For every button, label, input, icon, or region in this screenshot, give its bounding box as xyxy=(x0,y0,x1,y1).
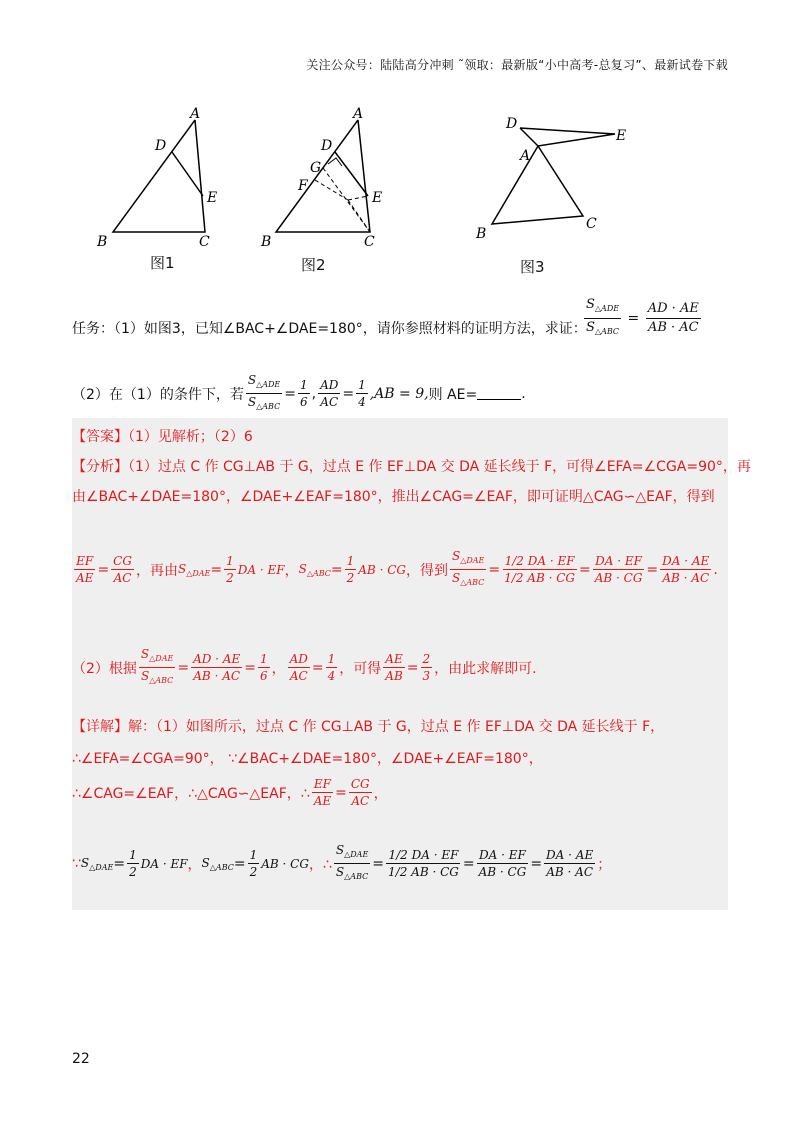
label-a: A xyxy=(353,106,364,122)
label-a: A xyxy=(520,148,531,164)
fraction-side-ratio: $\frac{AD \cdot AE}{AB \cdot AC}$ xyxy=(647,301,699,335)
page-number: 22 xyxy=(72,1051,90,1067)
detail-line-4: ∵ $S_{\triangle DAE}$ = $\frac{1}{2}$ DA · EF ， $S_{\triangle ABC}$ = $\frac{1}{2}$ AB · CG ，∴ $\frac{S_{\triangle DAE}}{S_{\triangle ABC}}$ = $\frac{1/2 DA \cdot EF}{1/2 AB \cdot CG}$ = $\frac{DA \cdot EF}{AB \cdot CG}$ = $\frac{DA \cdot AE}{AB \cdot AC}$ ； xyxy=(72,843,612,881)
figure-1 xyxy=(95,100,235,250)
analysis-line-4: （2）根据 $\frac{S_{\triangle DAE}}{S_{\triangle ABC}}$ = $\frac{AD \cdot AE}{AB \cdot AC}$ = $\frac{1}{6}$ ， $\frac{AD}{AC}$ = $\frac{1}{4}$ ，可得 $\frac{AE}{AB}$ = $\frac{2}{3}$ ，由此求解即可. xyxy=(72,647,537,685)
label-a: A xyxy=(190,106,201,122)
fraction-area-ratio: $\frac{S_{\triangle ADE}}{S_{\triangle ABC}}$ xyxy=(247,373,281,411)
answer-line: 【答案】（1）见解析；（2）6 xyxy=(72,429,253,445)
figure-2 xyxy=(258,100,398,250)
label-d: D xyxy=(321,138,333,154)
task-1 xyxy=(72,318,587,338)
analysis-line-1: 【分析】（1）过点 C 作 CG⊥AB 于 G，过点 E 作 EF⊥DA 交 DA 延长线于 F，可得∠EFA=∠CGA=90°，再 xyxy=(72,459,751,475)
figure-3-caption: 图3 xyxy=(520,258,545,276)
label-e: E xyxy=(372,190,383,206)
detail-line-3: ∴∠CAG=∠EAF，∴△CAG∽△EAF，∴ $\frac{EF}{AE}$ = $\frac{CG}{AC}$ ， xyxy=(72,777,388,808)
label-d: D xyxy=(155,138,167,154)
label-d: D xyxy=(506,116,518,132)
detail-line-2: ∴∠EFA=∠CGA=90°， ∵∠BAC+∠DAE=180°，∠DAE+∠EAF=180°， xyxy=(72,751,543,767)
analysis-line-2: 由∠BAC+∠DAE=180°，∠DAE+∠EAF=180°，推出∠CAG=∠EAF，即可证明△CAG∽△EAF，得到 xyxy=(72,489,715,505)
page-header: 关注公众号：陆陆高分冲刺 ˜领取：最新版“小中高考-总复习”、最新试卷下载 xyxy=(306,58,728,72)
label-e: E xyxy=(616,128,627,144)
label-b: B xyxy=(261,234,272,250)
task-1-text: 任务：（1）如图3，已知∠BAC+∠DAE=180°，请你参照材料的证明方法，求证： xyxy=(72,321,587,337)
task-2: （2）在（1）的条件下，若 $\frac{S_{\triangle ADE}}{S_{\triangle ABC}}$ = $\frac{1}{6}$ , $\frac{AD}{AC}$ = $\frac{1}{4}$ ,AB = 9, 则 AE= . xyxy=(72,372,526,415)
figure-3 xyxy=(470,112,640,244)
label-g: G xyxy=(310,160,322,176)
figure-1-caption: 图1 xyxy=(150,254,175,272)
detail-line-1: 【详解】解：（1）如图所示，过点 C 作 CG⊥AB 于 G，过点 E 作 EF⊥DA 交 DA 延长线于 F， xyxy=(72,719,665,735)
label-c: C xyxy=(199,234,210,250)
label-c: C xyxy=(364,234,375,250)
label-b: B xyxy=(97,234,108,250)
analysis-equation-line: $\frac{EF}{AE}$ = $\frac{CG}{AC}$ ，再由 $S_{\triangle DAE}$ = $\frac{1}{2}$ DA · EF ， $S_{\triangle ABC}$ = $\frac{1}{2}$ AB · CG ，得到 $\frac{S_{\triangle DAE}}{S_{\triangle ABC}}$ = $\frac{1/2 DA \cdot EF}{1/2 AB \cdot CG}$ = $\frac{DA \cdot EF}{AB \cdot CG}$ = $\frac{DA \cdot AE}{AB \cdot AC}$ . xyxy=(76,549,718,587)
answer-blank[interactable] xyxy=(477,387,521,400)
figure-2-caption: 图2 xyxy=(301,256,326,274)
fraction-area-ratio: $\frac{S_{\triangle ADE}}{S_{\triangle ABC}}$ xyxy=(586,297,620,336)
label-e: E xyxy=(207,190,218,206)
task-1-formula: $\frac{S_{\triangle ADE}}{S_{\triangle ABC}}$ = $\frac{AD \cdot AE}{AB \cdot AC}$ xyxy=(582,296,703,341)
label-c: C xyxy=(586,216,597,232)
label-b: B xyxy=(476,226,487,242)
label-f: F xyxy=(298,178,308,194)
